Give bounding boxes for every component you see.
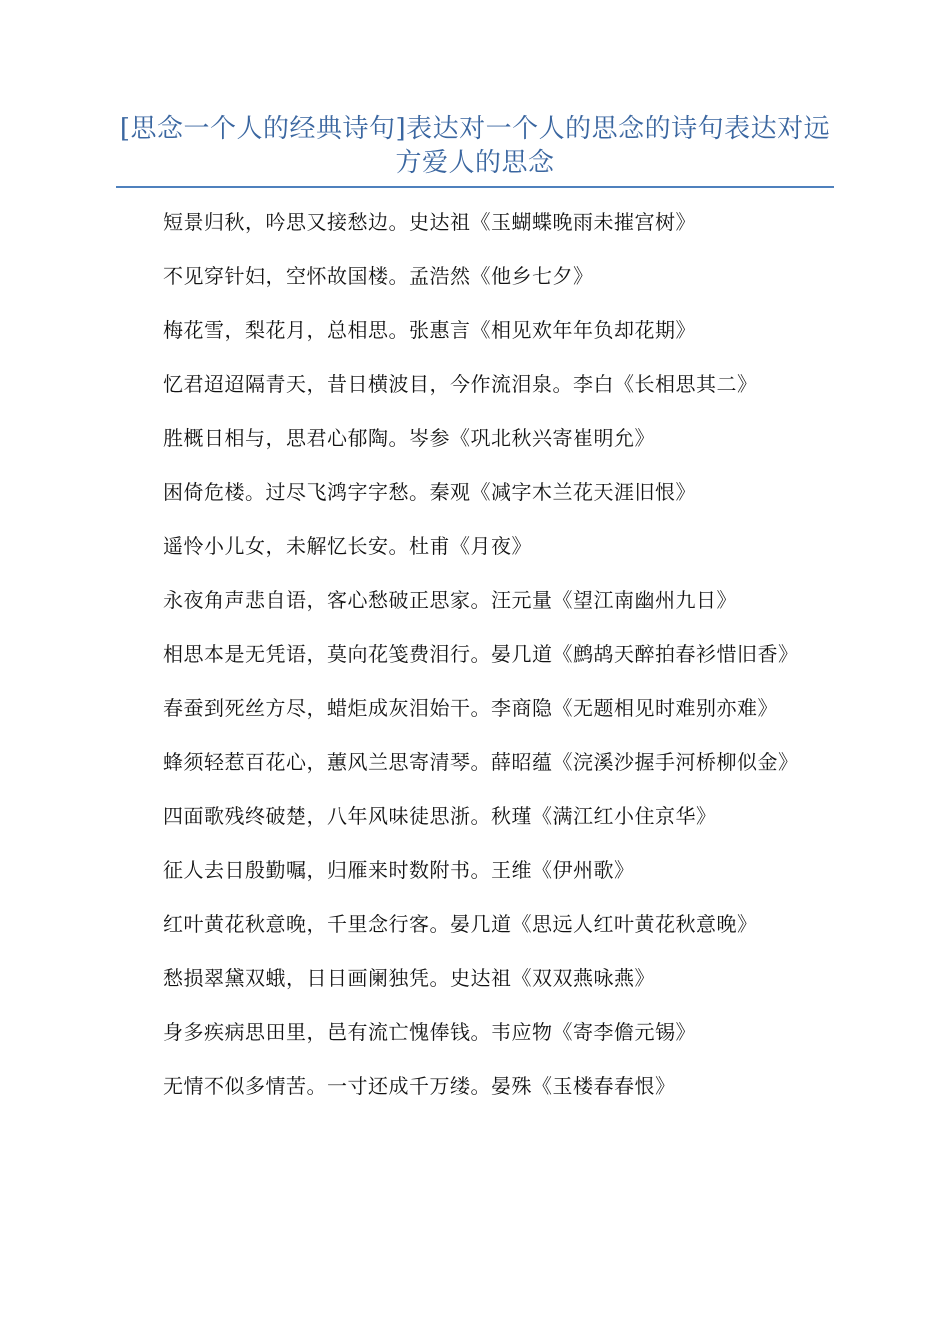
poem-line: 相思本是无凭语，莫向花笺费泪行。晏几道《鹧鸪天醉拍春衫惜旧香》 <box>163 642 799 666</box>
poem-line: 短景归秋，吟思又接愁边。史达祖《玉蝴蝶晚雨未摧宫树》 <box>163 210 696 234</box>
poem-line: 蜂须轻惹百花心，蕙风兰思寄清琴。薛昭蕴《浣溪沙握手河桥柳似金》 <box>163 750 799 774</box>
document-body <box>116 204 834 1122</box>
poem-line: 红叶黄花秋意晚，千里念行客。晏几道《思远人红叶黄花秋意晚》 <box>163 912 758 936</box>
poem-line: 四面歌残终破楚，八年风味徒思浙。秋瑾《满江红小住京华》 <box>163 804 717 828</box>
poem-line: 困倚危楼。过尽飞鸿字字愁。秦观《减字木兰花天涯旧恨》 <box>163 480 696 504</box>
document-title: [思念一个人的经典诗句]表达对一个人的思念的诗句表达对远方爱人的思念 <box>119 114 831 178</box>
poem-line: 忆君迢迢隔青天，昔日横波目，今作流泪泉。李白《长相思其二》 <box>163 372 758 396</box>
title-underline <box>116 186 834 188</box>
poem-line: 梅花雪，梨花月，总相思。张惠言《相见欢年年负却花期》 <box>163 318 696 342</box>
poem-line: 不见穿针妇，空怀故国楼。孟浩然《他乡七夕》 <box>163 264 594 288</box>
poem-line: 身多疾病思田里，邑有流亡愧俸钱。韦应物《寄李儋元锡》 <box>163 1020 696 1044</box>
poem-line: 愁损翠黛双蛾，日日画阑独凭。史达祖《双双燕咏燕》 <box>163 966 655 990</box>
poem-line: 胜概日相与，思君心郁陶。岑参《巩北秋兴寄崔明允》 <box>163 426 655 450</box>
poem-line: 征人去日殷勤嘱，归雁来时数附书。王维《伊州歌》 <box>163 858 635 882</box>
poem-line: 无情不似多情苦。一寸还成千万缕。晏殊《玉楼春春恨》 <box>163 1074 676 1098</box>
poem-line: 遥怜小儿女，未解忆长安。杜甫《月夜》 <box>163 534 532 558</box>
poem-line: 永夜角声悲自语，客心愁破正思家。汪元量《望江南幽州九日》 <box>163 588 737 612</box>
poem-line: 春蚕到死丝方尽，蜡炬成灰泪始干。李商隐《无题相见时难别亦难》 <box>163 696 778 720</box>
